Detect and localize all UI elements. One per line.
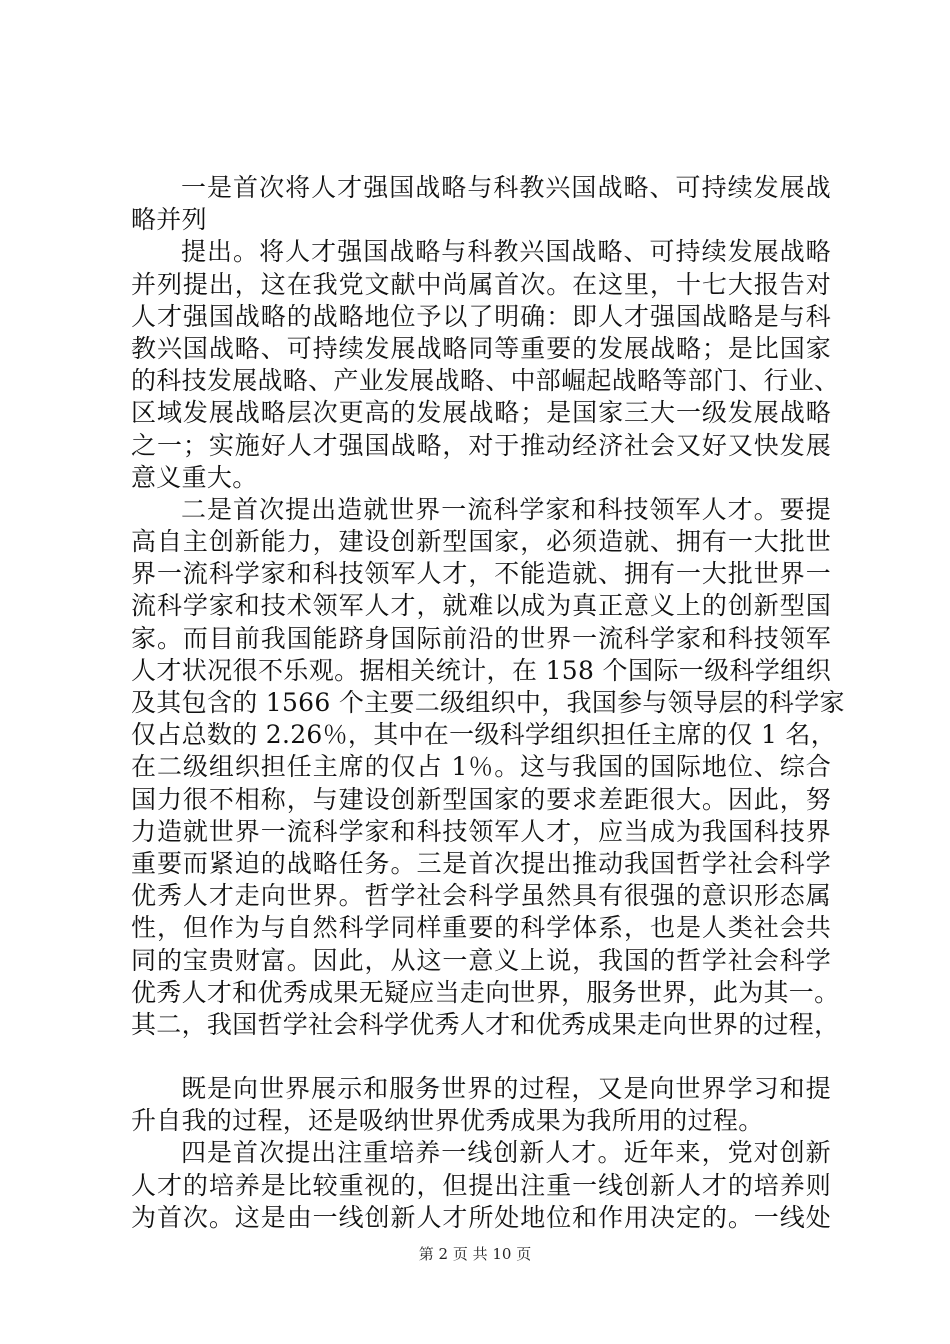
text-block-1 [131,172,845,1041]
text-line: 略并列 [131,205,207,235]
text-line: 其二，我国哲学社会科学优秀人才和优秀成果走向世界的过程， [131,1009,840,1039]
page-footer: 第 2 页 共 10 页 [418,1245,532,1263]
text-line: 人才强国战略的战略地位予以了明确：即人才强国战略是与科 [131,301,831,331]
text-line: 流科学家和技术领军人才，就难以成为真正意义上的创新型国 [131,591,831,621]
text-line: 的科技发展战略、产业发展战略、中部崛起战略等部门、行业、 [131,366,840,396]
text-line: 二是首次提出造就世界一流科学家和科技领军人才。要提 [181,494,831,524]
text-line: 区域发展战略层次更高的发展战略；是国家三大一级发展战略 [131,398,831,428]
text-line: 为首次。这是由一线创新人才所处地位和作用决定的。一线处 [131,1202,831,1232]
text-line: 国力很不相称，与建设创新型国家的要求差距很大。因此，努 [131,784,831,814]
text-block-2 [131,1073,831,1234]
text-line: 教兴国战略、可持续发展战略同等重要的发展战略；是比国家 [131,333,831,363]
text-line: 一是首次将人才强国战略与科教兴国战略、可持续发展战 [181,173,831,202]
text-line: 升自我的过程，还是吸纳世界优秀成果为我所用的过程。 [131,1106,764,1136]
text-line: 优秀人才和优秀成果无疑应当走向世界，服务世界，此为其一。 [131,977,840,1007]
text-line: 之一；实施好人才强国战略，对于推动经济社会又好又快发展 [131,430,831,460]
text-line: 力造就世界一流科学家和科技领军人才，应当成为我国科技界 [131,816,831,846]
text-line: 及其包含的 1566 个主要二级组织中，我国参与领导层的科学家 [131,688,845,717]
text-line: 重要而紧迫的战略任务。三是首次提出推动我国哲学社会科学 [131,848,831,878]
text-line: 并列提出，这在我党文献中尚属首次。在这里，十七大报告对 [131,269,831,299]
paragraph-gap [131,1041,831,1073]
text-line: 界一流科学家和科技领军人才，不能造就、拥有一大批世界一 [131,559,831,589]
text-line: 家。而目前我国能跻身国际前沿的世界一流科学家和科技领军 [131,623,831,653]
text-line: 既是向世界展示和服务世界的过程，又是向世界学习和提 [181,1074,831,1104]
text-line: 意义重大。 [131,462,258,492]
text-line: 在二级组织担任主席的仅占 1％。这与我国的国际地位、综合 [131,752,831,782]
text-line: 高自主创新能力，建设创新型国家，必须造就、拥有一大批世 [131,527,831,557]
text-line: 人才状况很不乐观。据相关统计，在 158 个国际一级科学组织 [131,655,831,685]
text-line: 四是首次提出注重培养一线创新人才。近年来，党对创新 [181,1138,831,1168]
text-line: 性，但作为与自然科学同样重要的科学体系，也是人类社会共 [131,913,831,943]
text-line: 提出。将人才强国战略与科教兴国战略、可持续发展战略 [181,237,831,267]
document-body [131,172,845,1234]
text-line: 优秀人才走向世界。哲学社会科学虽然具有很强的意识形态属 [131,881,831,911]
text-line: 同的宝贵财富。因此，从这一意义上说，我国的哲学社会科学 [131,945,831,975]
text-line: 仅占总数的 2.26％，其中在一级科学组织担任主席的仅 1 名， [131,720,837,750]
text-line: 人才的培养是比较重视的，但提出注重一线创新人才的培养则 [131,1170,831,1200]
